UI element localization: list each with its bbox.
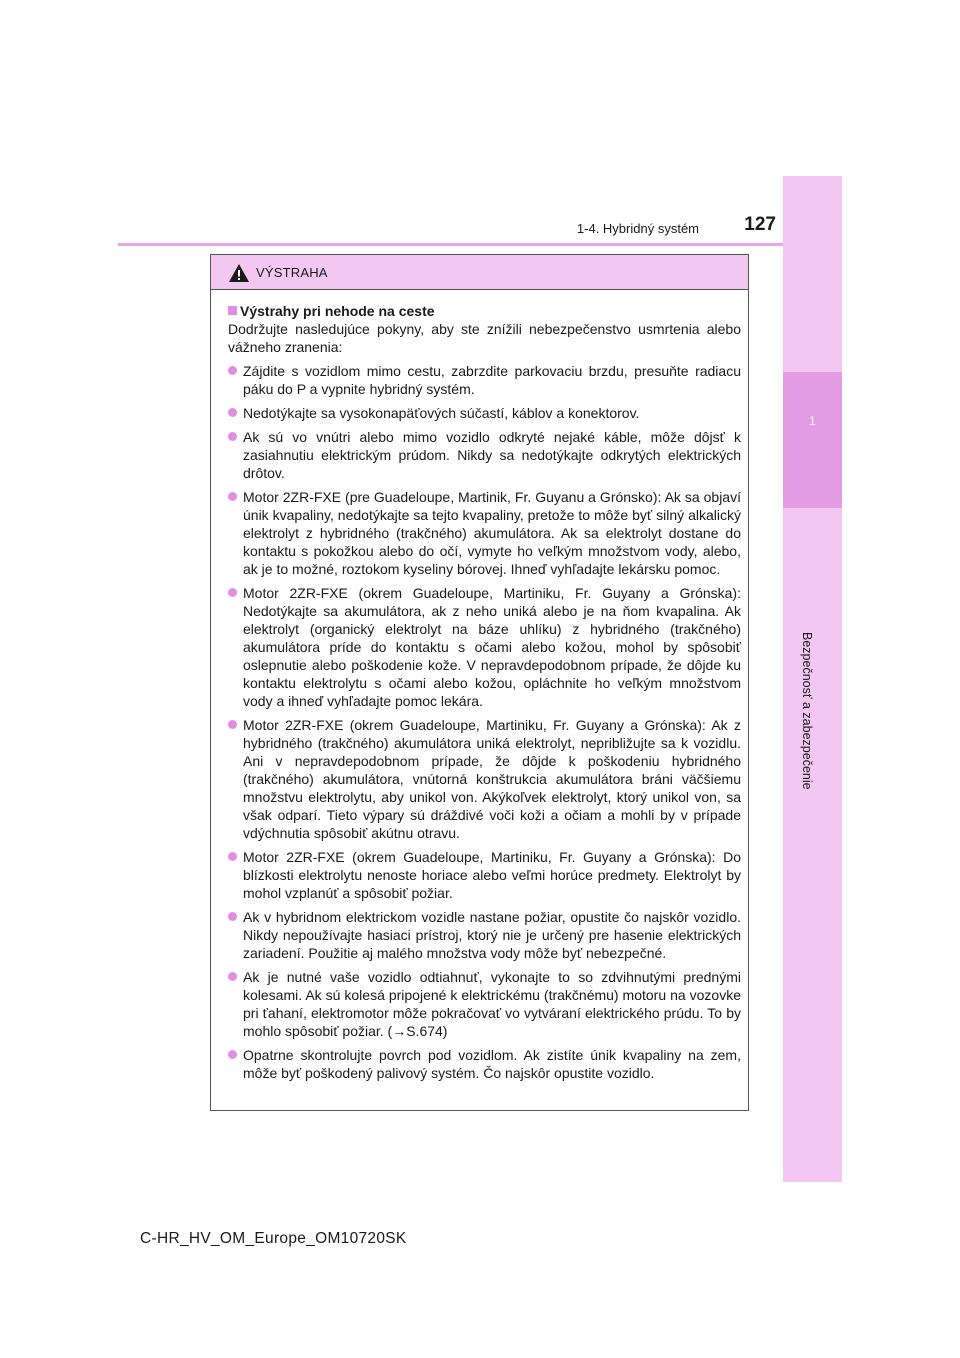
document-code: C-HR_HV_OM_Europe_OM10720SK xyxy=(140,1230,407,1247)
bullet-icon xyxy=(228,972,237,981)
section-title: 1-4. Hybridný systém xyxy=(576,221,699,236)
section-heading-text: Výstrahy pri nehode na ceste xyxy=(240,303,435,319)
chapter-side-tab xyxy=(783,176,842,1182)
warning-label: VÝSTRAHA xyxy=(256,265,328,280)
bullet-icon xyxy=(228,720,237,729)
page-number: 127 xyxy=(744,214,776,235)
list-item: Ak sú vo vnútri alebo mimo vozidlo odkryté nejaké káble, môže dôjsť k zasiahnutiu elektrickým prúdom. Nikdy sa nedotýkajte odkrytých elektrických drôtov. xyxy=(228,428,741,482)
warning-triangle-icon xyxy=(228,263,250,283)
bullet-icon xyxy=(228,366,237,375)
chapter-number: 1 xyxy=(809,414,816,428)
bullet-icon xyxy=(228,492,237,501)
bullet-icon xyxy=(228,432,237,441)
warning-list xyxy=(228,362,741,1082)
bullet-icon xyxy=(228,1050,237,1059)
chapter-title: Bezpečnosť a zabezpečenie xyxy=(800,632,814,790)
bullet-icon xyxy=(228,588,237,597)
bullet-icon xyxy=(228,408,237,417)
list-item: Motor 2ZR-FXE (pre Guadeloupe, Martinik, Fr. Guyanu a Grónsko): Ak sa objaví únik kvapaliny, nedotýkajte sa tejto kvapaliny, pretože to môže byť silný alkalický elektrolyt z hybridného (trakčného) akumulátora. Ak sa elektrolyt dostane do kontaktu s pokožkou alebo do očí, vymyte ho veľkým množstvom vody, alebo, ak je to možné, roztokom kyseliny bórovej. Ihneď vyhľadajte lekársku pomoc. xyxy=(228,488,741,578)
warning-box xyxy=(210,254,749,1111)
chapter-number-block xyxy=(783,372,842,508)
bullet-icon xyxy=(228,852,237,861)
square-bullet-icon xyxy=(228,306,237,315)
warning-content xyxy=(211,290,748,1082)
header-divider xyxy=(118,243,783,246)
list-item: Nedotýkajte sa vysokonapäťových súčastí, káblov a konektorov. xyxy=(228,404,741,422)
warning-header xyxy=(211,255,748,290)
bullet-icon xyxy=(228,912,237,921)
list-item: Zájdite s vozidlom mimo cestu, zabrzdite parkovaciu brzdu, presuňte radiacu páku do P a vypnite hybridný systém. xyxy=(228,362,741,398)
list-item: Ak v hybridnom elektrickom vozidle nastane požiar, opustite čo najskôr vozidlo. Nikdy nepoužívajte hasiaci prístroj, ktorý nie je určený pre hasenie elektrických zariadení. Použitie aj malého množstva vody môže byť nebezpečné. xyxy=(228,908,741,962)
list-item: Motor 2ZR-FXE (okrem Guadeloupe, Martiniku, Fr. Guyany a Grónska): Do blízkosti elektrolytu nenoste horiace alebo veľmi horúce predmety. Elektrolyt by mohol vzplanúť a spôsobiť požiar. xyxy=(228,848,741,902)
intro-text: Dodržujte nasledujúce pokyny, aby ste znížili nebezpečenstvo usmrtenia alebo vážneho zranenia: xyxy=(228,321,741,355)
list-item: Opatrne skontrolujte povrch pod vozidlom. Ak zistíte únik kvapaliny na zem, môže byť poškodený palivový systém. Čo najskôr opustite vozidlo. xyxy=(228,1046,741,1082)
list-item: Ak je nutné vaše vozidlo odtiahnuť, vykonajte to so zdvihnutými prednými kolesami. Ak sú kolesá pripojené k elektrickému (trakčnému) motoru na vozovke pri ťahaní, elektromotor môže pokračovať vo vytváraní elektrického prúdu. To by mohlo spôsobiť požiar. (→S.674) xyxy=(228,968,741,1040)
list-item: Motor 2ZR-FXE (okrem Guadeloupe, Martiniku, Fr. Guyany a Grónska): Ak z hybridného (trakčného) akumulátora uniká elektrolyt, nepribližujte sa k vozidlu. Ani v nepravdepodobnom prípade, že dôjde k poškodeniu hybridného (trakčného) akumulátora, vnútorná konštrukcia akumulátora bráni väčšiemu množstvu elektrolytu, aby unikol von. Akýkoľvek elektrolyt, ktorý unikol von, sa však odparí. Tieto výpary sú dráždivé voči koži a očiam a mohli by v prípade vdýchnutia spôsobiť akútnu otravu. xyxy=(228,716,741,842)
section-heading xyxy=(228,302,741,320)
list-item: Motor 2ZR-FXE (okrem Guadeloupe, Martiniku, Fr. Guyany a Grónska): Nedotýkajte sa akumulátora, ak z neho uniká alebo je na ňom kvapalina. Ak elektrolyt (organický elektrolyt na báze uhlíku) z hybridného (trakčného) akumulátora príde do kontaktu s očami alebo kožou, mohol by spôsobiť oslepnutie alebo poškodenie kože. V nepravdepodobnom prípade, že dôjde ku kontaktu elektrolytu s očami alebo kožou, opláchnite ho veľkým množstvom vody a ihneď vyhľadajte pomoc lekára. xyxy=(228,584,741,710)
